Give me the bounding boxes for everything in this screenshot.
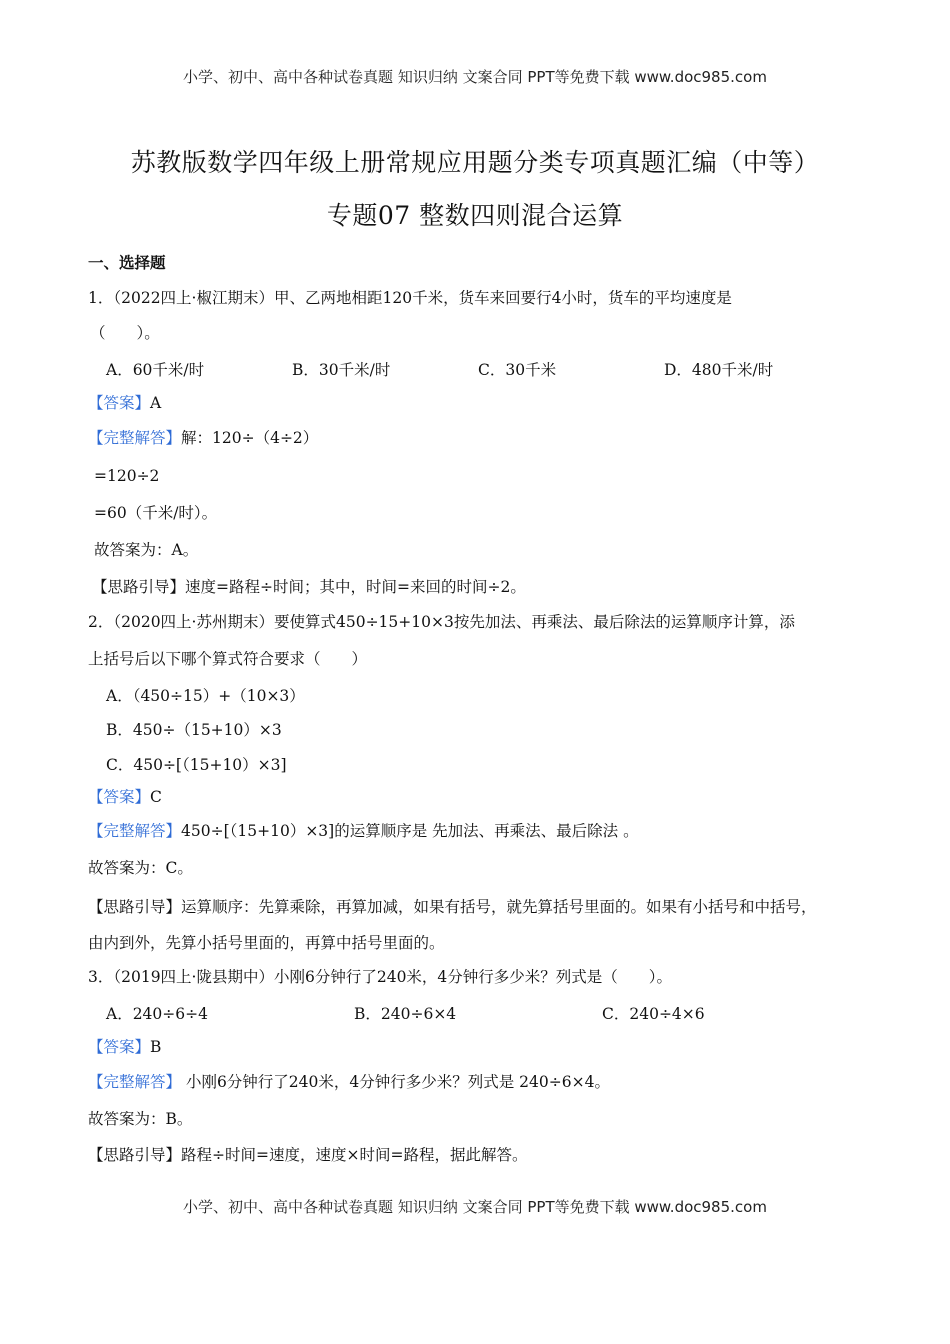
- q3-stem: 3．（2019四上·陇县期中）小刚6分钟行了240米，4分钟行多少米？列式是（ ）。: [88, 968, 673, 986]
- q1-hint-text: 速度=路程÷时间；其中，时间=来回的时间÷2。: [185, 578, 526, 596]
- solution-label: 【完整解答】: [88, 429, 182, 447]
- q1-solution: [88, 428, 318, 448]
- q3-answer-value: B: [150, 1038, 162, 1056]
- q2-hint-line-2: 由内到外，先算小括号里面的，再算中括号里面的。: [88, 934, 445, 952]
- q3-option-c: C．240÷4×6: [602, 1005, 705, 1023]
- q1-option-b: B．30千米/时: [292, 361, 391, 379]
- q2-answer-value: C: [150, 788, 162, 806]
- q1-solution-line-3: =60（千米/时）。: [94, 504, 218, 522]
- q3-hint: [88, 1145, 527, 1165]
- hint-label: 【思路引导】: [88, 1146, 182, 1164]
- q3-solution-text: 小刚6分钟行了240米，4分钟行多少米？列式是 240÷6×4。: [181, 1073, 610, 1091]
- q1-hint: [92, 577, 526, 597]
- q2-solution: [88, 821, 639, 841]
- hint-label: 【思路引导】: [88, 898, 182, 916]
- answer-label: 【答案】: [88, 394, 151, 412]
- q2-hint: [88, 897, 817, 917]
- q3-option-a: A．240÷6÷4: [106, 1005, 208, 1023]
- q2-option-a: A．（450÷15）+（10×3）: [106, 687, 305, 705]
- q1-solution-line-1: 解：120÷（4÷2）: [181, 429, 319, 447]
- q1-solution-line-2: =120÷2: [94, 467, 160, 485]
- q3-option-b: B．240÷6×4: [354, 1005, 457, 1023]
- q2-stem-line-1: 2．（2020四上·苏州期末）要使算式450÷15+10×3按先加法、再乘法、最后除法的运算顺序计算，添: [88, 613, 795, 631]
- section-heading: 一、选择题: [88, 254, 166, 272]
- q2-hint-line-1: 运算顺序：先算乘除，再算加减，如果有括号，就先算括号里面的。如果有小括号和中括号，: [181, 898, 817, 916]
- q1-answer-value: A: [150, 394, 162, 412]
- answer-label: 【答案】: [88, 1038, 151, 1056]
- document-subtitle: 专题07 整数四则混合运算: [326, 201, 624, 230]
- q1-option-c: C．30千米: [478, 361, 557, 379]
- q1-option-d: D．480千米/时: [664, 361, 774, 379]
- q2-answer: [88, 787, 162, 807]
- answer-label: 【答案】: [88, 788, 151, 806]
- q3-answer: [88, 1037, 161, 1057]
- q2-conclusion: 故答案为：C。: [88, 859, 193, 877]
- hint-label: 【思路引导】: [92, 578, 186, 596]
- solution-label: 【完整解答】: [88, 822, 182, 840]
- q3-hint-text: 路程÷时间=速度，速度×时间=路程，据此解答。: [181, 1146, 528, 1164]
- document-title: 苏教版数学四年级上册常规应用题分类专项真题汇编（中等）: [130, 148, 820, 177]
- q1-answer: [88, 393, 161, 413]
- q1-stem-line-2: （ ）。: [90, 324, 160, 342]
- page-header: 小学、初中、高中各种试卷真题 知识归纳 文案合同 PPT等免费下载 www.doc985.com: [183, 68, 767, 86]
- q2-option-b: B．450÷（15+10）×3: [106, 721, 282, 739]
- q1-stem-line-1: 1．（2022四上·椒江期末）甲、乙两地相距120千米，货车来回要行4小时，货车的平均速度是: [88, 289, 732, 307]
- solution-label: 【完整解答】: [88, 1073, 182, 1091]
- q3-conclusion: 故答案为：B。: [88, 1110, 193, 1128]
- q3-solution: [88, 1072, 610, 1092]
- q2-option-c: C．450÷[（15+10）×3]: [106, 756, 287, 774]
- q2-solution-text: 450÷[（15+10）×3]的运算顺序是 先加法、再乘法、最后除法 。: [181, 822, 639, 840]
- q2-stem-line-2: 上括号后以下哪个算式符合要求（ ）: [88, 650, 368, 668]
- q1-conclusion: 故答案为：A。: [94, 541, 199, 559]
- q1-option-a: A．60千米/时: [106, 361, 205, 379]
- page-footer: 小学、初中、高中各种试卷真题 知识归纳 文案合同 PPT等免费下载 www.doc985.com: [183, 1198, 767, 1216]
